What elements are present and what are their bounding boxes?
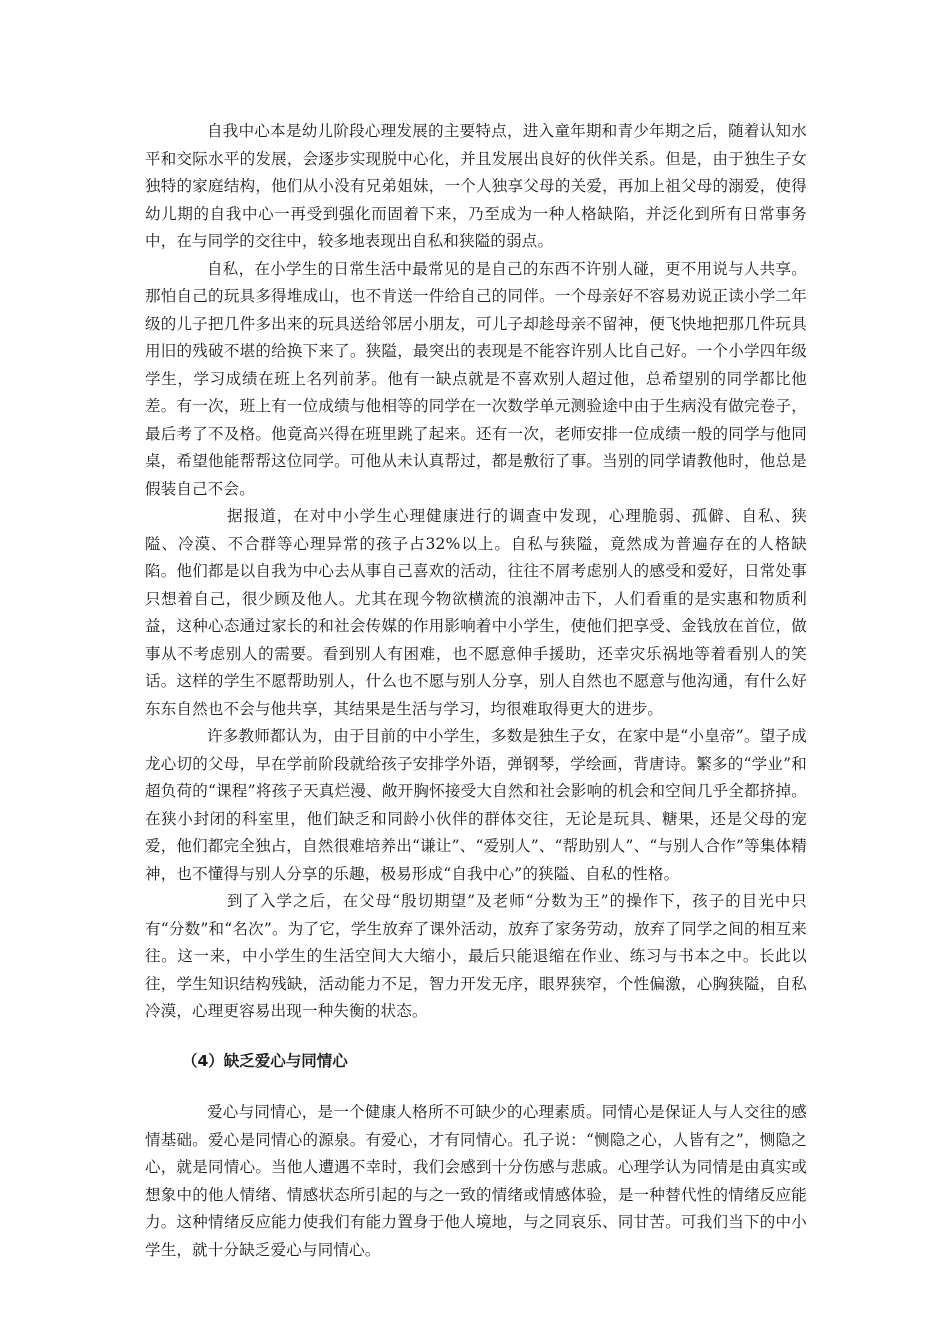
document-page (145, 118, 807, 1264)
paragraph-self-centered: 自我中心本是幼儿阶段心理发展的主要特点，进入童年期和青少年期之后，随着认知水平和交际水平的发展，会逐步实现脱中心化，并且发展出良好的伙伴关系。但是，由于独生子女独特的家庭结构，他们从小没有兄弟姐妹，一个人独享父母的关爱，再加上祖父母的溺爱，使得幼儿期的自我中心一再受到强化而固着下来，乃至成为一种人格缺陷，并泛化到所有日常事务中，在与同学的交往中，较多地表现出自私和狭隘的弱点。 (145, 122, 807, 250)
paragraph-compassion: 爱心与同情心，是一个健康人格所不可缺少的心理素质。同情心是保证人与人交往的感情基础。爱心是同情心的源泉。有爱心，才有同情心。孔子说：“恻隐之心，人皆有之”，恻隐之心，就是同情心。当他人遭遇不幸时，我们会感到十分伤感与悲戚。心理学认为同情是由真实或想象中的他人情绪、情感状态所引起的与之一致的情绪或情感体验，是一种替代性的情绪反应能力。这种情绪反应能力使我们有能力置身于他人境地，与之同哀乐、同甘苦。可我们当下的中小学生，就十分缺乏爱心与同情心。 (145, 1103, 807, 1259)
section-heading: （4）缺乏爱心与同情心 (182, 1051, 348, 1070)
paragraph-after-school-entry: 到了入学之后，在父母“殷切期望”及老师“分数为王”的操作下，孩子的目光中只有“分数”和“名次”。为了它，学生放弃了课外活动，放弃了家务劳动，放弃了同学之间的相互来往。这一来，中小学生的生活空间大大缩小，最后只能退缩在作业、练习与书本之中。长此以往，学生知识结构残缺，活动能力不足，智力开发无序，眼界狭窄，个性偏激，心胸狭隘，自私冷漠，心理更容易出现一种失衡的状态。 (145, 892, 807, 1020)
paragraph-teachers-view: 许多教师都认为，由于目前的中小学生，多数是独生子女，在家中是“小皇帝”。望子成龙心切的父母，早在学前阶段就给孩子安排学外语，弹钢琴，学绘画，背唐诗。繁多的“学业”和超负荷的“课程”将孩子天真烂漫、敞开胸怀接受大自然和社会影响的机会和空间几乎全都挤掉。在狭小封闭的科室里，他们缺乏和同龄小伙伴的群体交往，无论是玩具、糖果，还是父母的宠爱，他们都完全独占，自然很难培养出“谦让”、“爱别人”、“帮助别人”、“与别人合作”等集体精神，也不懂得与别人分享的乐趣，极易形成“自我中心”的狭隘、自私的性格。 (145, 727, 807, 883)
paragraph-selfishness: 自私，在小学生的日常生活中最常见的是自己的东西不许别人碰，更不用说与人共享。那怕自己的玩具多得堆成山，也不肯送一件给自己的同伴。一个母亲好不容易劝说正读小学二年级的儿子把几件多出来的玩具送给邻居小朋友，可儿子却趁母亲不留神，便飞快地把那几件玩具用旧的残破不堪的给换下来了。狭隘，最突出的表现是不能容许别人比自己好。一个小学四年级学生，学习成绩在班上名列前茅。他有一缺点就是不喜欢别人超过他，总希望别的同学都比他差。有一次，班上有一位成绩与他相等的同学在一次数学单元测验途中由于生病没有做完卷子，最后考了不及格。他竟高兴得在班里跳了起来。还有一次，老师安排一位成绩一般的同学与他同桌，希望他能帮帮这位同学。可他从未认真帮过，都是敷衍了事。当别的同学请教他时，他总是假装自己不会。 (145, 259, 807, 498)
paragraph-survey-report: 据报道，在对中小学生心理健康进行的调查中发现，心理脆弱、孤僻、自私、狭隘、冷漠、不合群等心理异常的孩子占32%以上。自私与狭隘，竟然成为普遍存在的人格缺陷。他们都是以自我为中心去从事自己喜欢的活动，往往不屑考虑别人的感受和爱好，日常处事只想着自己，很少顾及他人。尤其在现今物欲横流的浪潮冲击下，人们看重的是实惠和物质利益，这种心态通过家长的和社会传媒的作用影响着中小学生，使他们把享受、金钱放在首位，做事从不考虑别人的需要。看到别人有困难，也不愿意伸手援助，还幸灾乐祸地等着看别人的笑话。这样的学生不愿帮助别人，什么也不愿与别人分享，别人自然也不愿意与他沟通，有什么好东东自然也不会与他共享，其结果是生活与学习，均很难取得更大的进步。 (145, 507, 807, 718)
